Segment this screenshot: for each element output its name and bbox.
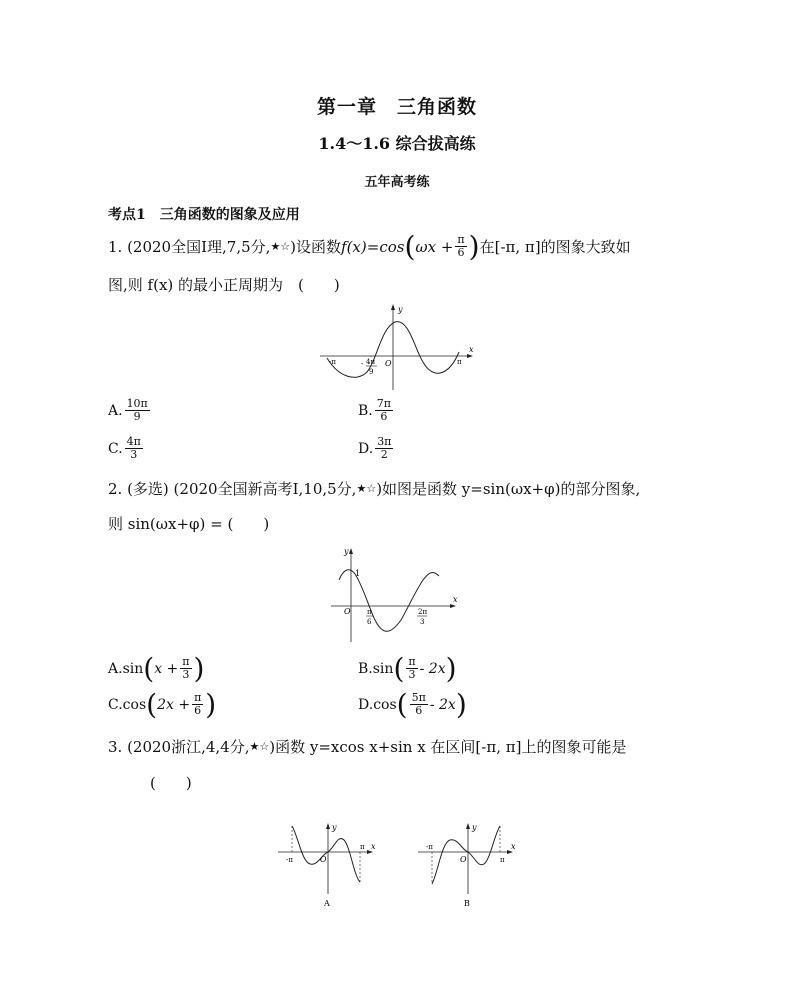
q1-line2: 图,则 f(x) 的最小正周期为 ( )	[108, 276, 340, 294]
q1-mark-sign: -	[361, 360, 364, 368]
q2-graph	[325, 542, 465, 644]
q1-option-c[interactable]: C. $\frac{4\pi}{3}$	[108, 435, 141, 461]
topic-heading: 考点1 三角函数的图象及应用	[108, 207, 300, 223]
q1-option-d[interactable]: D. $\frac{3\pi}{2}$	[358, 435, 392, 461]
q1-intro: )设函数	[290, 237, 342, 256]
q3-graph-a	[272, 822, 392, 914]
star-rating-icon: ★☆	[270, 239, 291, 253]
q3b-axis-x: x	[511, 842, 516, 851]
q3b-pi: π	[500, 856, 505, 864]
q3a-caption: A	[324, 899, 330, 908]
q3b-origin: O	[460, 855, 467, 864]
q3a-neg-pi: -π	[286, 856, 293, 864]
q1-pi: π	[457, 358, 462, 366]
q3a-pi: π	[360, 843, 365, 851]
q3b-neg-pi: -π	[426, 843, 433, 851]
q2-axis-y: y	[344, 547, 349, 556]
q2-source: 2. (多选) (2020全国新高考Ⅰ,10,5分,	[108, 480, 357, 498]
q1-mark-num: 4π	[366, 358, 376, 366]
q2-origin: O	[344, 607, 351, 616]
q1-axis-x: x	[469, 345, 474, 354]
q2-option-b[interactable]: B. sin ( $\frac{\pi}{3}$ - 2x )	[358, 651, 457, 685]
q1-func-lhs: f(x)=cos	[341, 237, 405, 256]
q2-one: 1	[355, 569, 361, 578]
q1-func-inner: ωx +	[415, 237, 454, 256]
q3-source: 3. (2020浙江,4,4分,	[108, 738, 250, 756]
section-subtitle: 1.4～1.6 综合拔高练	[318, 134, 476, 153]
q2-option-a[interactable]: A. sin ( x + $\frac{\pi}{3}$ )	[108, 651, 205, 685]
q3a-origin: O	[320, 855, 327, 864]
q2-option-c[interactable]: C. cos ( 2x + $\frac{\pi}{6}$ )	[108, 687, 217, 721]
q1-mark-den: 9	[369, 368, 374, 376]
q1-graph	[315, 300, 480, 392]
q2-mark-b-num: 2π	[418, 608, 428, 616]
q3b-axis-y: y	[472, 823, 477, 832]
q2-line1	[108, 478, 640, 500]
q1-axis-y: y	[398, 305, 403, 314]
q1-line1: 1. (2020全国Ⅰ理,7,5分, ★☆ )设函数 f(x)=cos ( ωx + $\frac{\pi}{6}$ ) 在[-π, π]的图象大致如	[108, 229, 631, 263]
q1-source: 1. (2020全国Ⅰ理,7,5分,	[108, 237, 271, 256]
q1-range: 在[-π, π]的图象大致如	[479, 237, 631, 256]
q3a-axis-x: x	[371, 842, 376, 851]
q2-mark-a-num: π	[367, 608, 372, 616]
q2-mark-b-den: 3	[420, 618, 425, 626]
q2-mark-a-den: 6	[367, 618, 372, 626]
q1-neg-pi: -π	[329, 358, 336, 366]
star-rating-icon: ★☆	[356, 482, 377, 495]
q3b-caption: B	[464, 899, 470, 908]
q2-intro: )如图是函数 y=sin(ωx+φ)的部分图象,	[376, 480, 641, 498]
star-rating-icon: ★☆	[249, 740, 270, 753]
q1-option-b[interactable]: B. $\frac{7\pi}{6}$	[358, 397, 391, 423]
q1-origin: O	[385, 359, 392, 368]
chapter-title: 第一章 三角函数	[316, 96, 477, 118]
q3-intro: )函数 y=xcos x+sin x 在区间[-π, π]上的图象可能是	[269, 738, 627, 756]
q3-graph-b	[412, 822, 532, 914]
q2-line2: 则 sin(ωx+φ) = ( )	[108, 515, 270, 533]
q3-line2: ( )	[150, 774, 192, 792]
q1-option-a[interactable]: A. $\frac{10\pi}{9}$	[108, 397, 148, 423]
section-heading: 五年高考练	[364, 175, 430, 190]
q3a-axis-y: y	[332, 823, 337, 832]
q3-line1	[108, 736, 626, 758]
q2-axis-x: x	[453, 595, 458, 604]
q2-option-d[interactable]: D. cos ( $\frac{5\pi}{6}$ - 2x )	[358, 687, 467, 721]
q1-func-frac: $\frac{\pi}{6}$	[457, 233, 465, 259]
